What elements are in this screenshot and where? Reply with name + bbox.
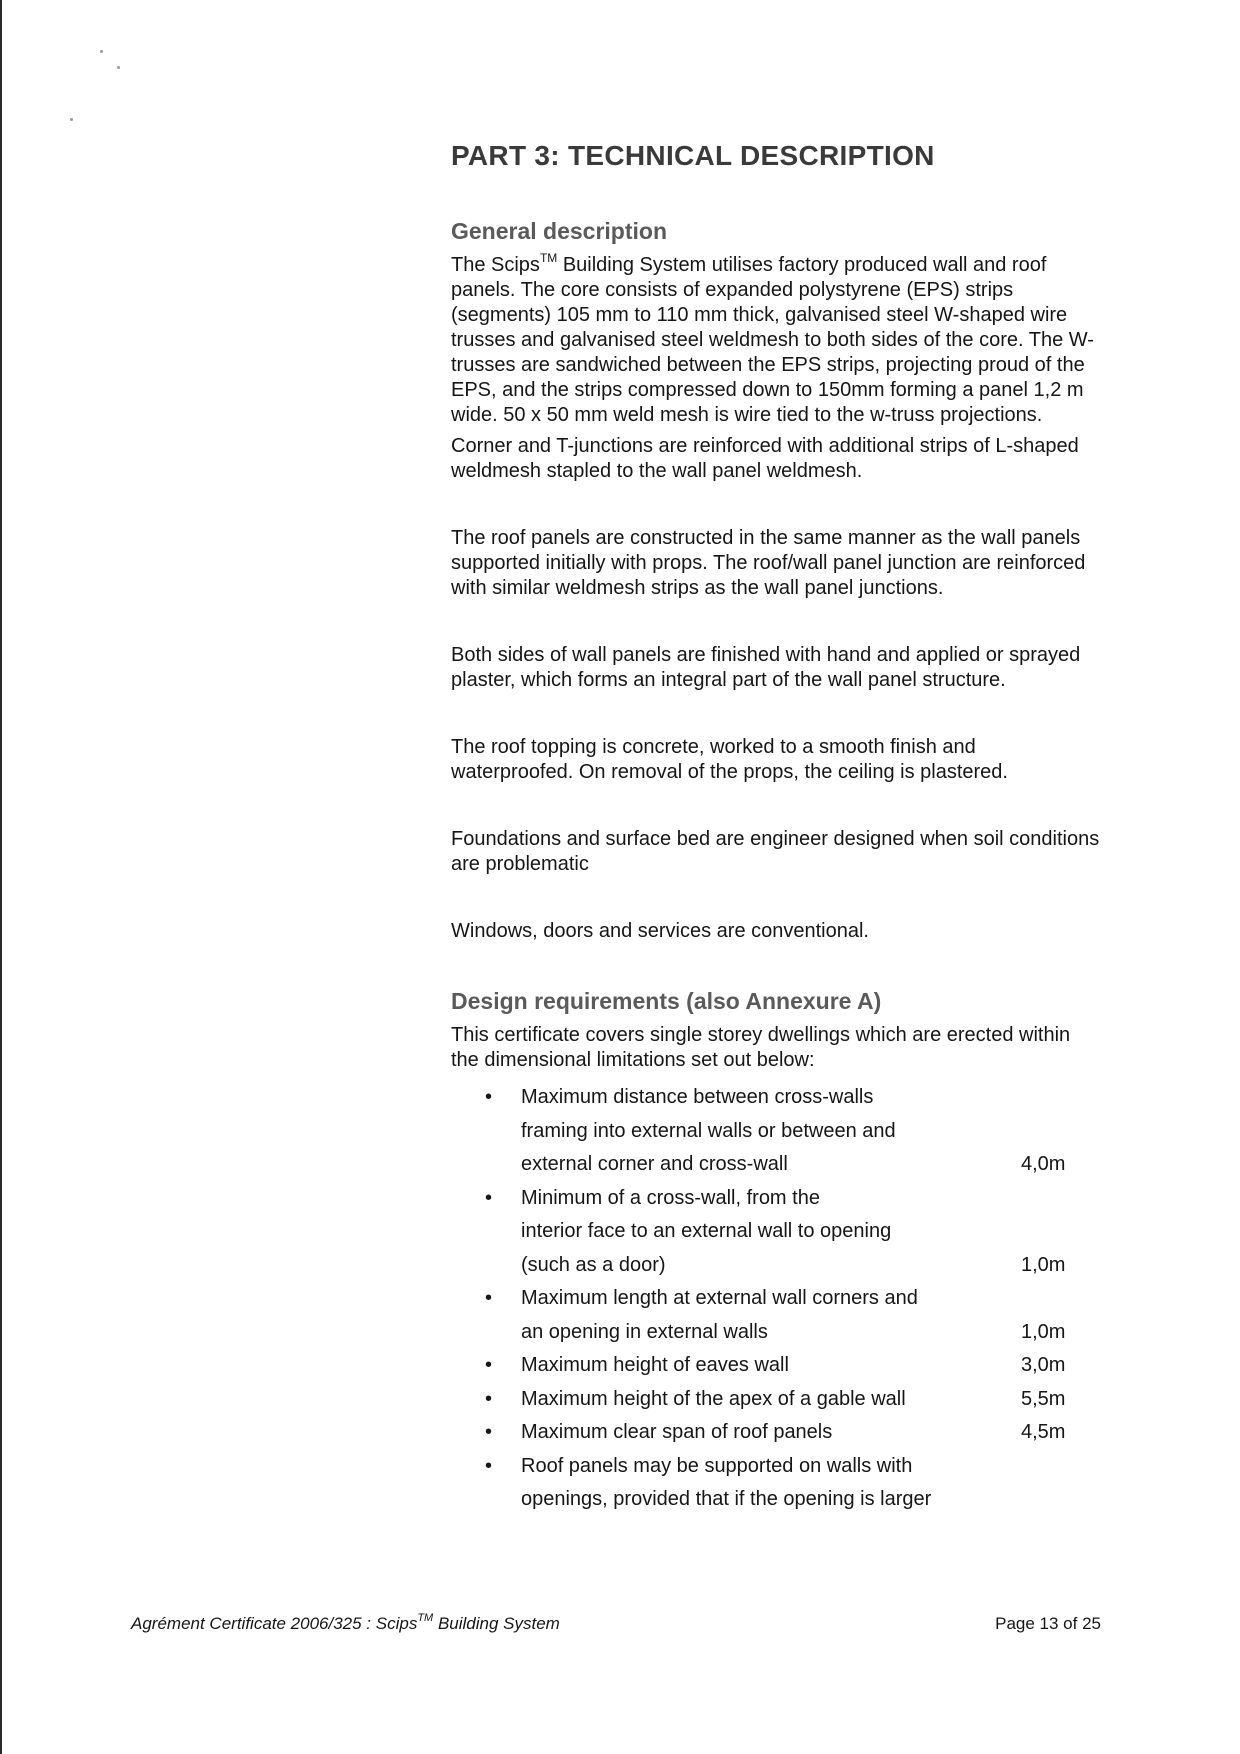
general-paragraph-7: Windows, doors and services are conventional.: [451, 920, 869, 942]
design-requirements-heading: Design requirements (also Annexure A): [451, 988, 882, 1014]
trademark-mark: TM: [539, 251, 558, 265]
general-paragraph-4: Both sides of wall panels are finished with hand and applied or sprayed plaster, which forms an integral part of the wall panel structure.: [451, 644, 1081, 691]
requirement-text: Roof panels may be supported on walls with: [521, 1454, 913, 1477]
requirement-item: [451, 1081, 1081, 1182]
requirement-text: Minimum of a cross-wall, from the: [521, 1186, 820, 1209]
requirement-value: 1,0m: [1021, 1320, 1066, 1343]
requirement-item: [451, 1349, 1081, 1383]
general-description-heading: General description: [451, 218, 668, 244]
general-paragraph-6: Foundations and surface bed are engineer designed when soil conditions are problematic: [451, 828, 1100, 875]
requirement-item: [451, 1282, 1081, 1349]
requirement-text: Maximum clear span of roof panels: [521, 1421, 833, 1443]
requirement-text: an opening in external walls: [521, 1320, 768, 1343]
page-number: Page 13 of 25: [995, 1614, 1101, 1633]
requirement-value: 1,0m: [1021, 1253, 1066, 1276]
bullet-icon: •: [485, 1454, 493, 1477]
requirement-value: 4,5m: [1021, 1421, 1066, 1443]
requirement-item: [451, 1383, 1081, 1417]
scan-speck: [117, 66, 120, 69]
general-paragraph-1: [451, 253, 1101, 428]
scan-page-edge: [0, 0, 2, 1754]
text-run: Agrément Certificate 2006/325 : Scips: [131, 1614, 418, 1633]
text-run: Building System: [433, 1614, 560, 1633]
bullet-icon: •: [485, 1287, 493, 1309]
requirement-value: 4,0m: [1021, 1153, 1066, 1175]
page-content: [451, 140, 1101, 1517]
trademark-mark: TM: [417, 1612, 434, 1624]
requirement-text: Maximum length at external wall corners and: [521, 1287, 918, 1309]
bullet-icon: •: [485, 1387, 493, 1410]
scan-speck: [70, 118, 73, 121]
requirements-list: [451, 1081, 1101, 1517]
general-paragraph-5: The roof topping is concrete, worked to a smooth finish and waterproofed. On removal of the props, the ceiling is plastered.: [451, 736, 1008, 783]
requirement-item: [451, 1450, 1081, 1517]
design-intro: This certificate covers single storey dwellings which are erected within the dimensional limitations set out below:: [451, 1024, 1071, 1071]
scan-speck: [100, 50, 103, 53]
bullet-icon: •: [485, 1186, 493, 1209]
requirement-text: framing into external walls or between and: [521, 1119, 896, 1142]
requirement-text: Maximum height of the apex of a gable wall: [521, 1387, 906, 1410]
requirement-text: (such as a door): [521, 1253, 666, 1276]
requirement-value: 5,5m: [1021, 1387, 1066, 1410]
requirement-value: 3,0m: [1021, 1354, 1066, 1376]
requirement-text: interior face to an external wall to opening: [521, 1220, 892, 1242]
bullet-icon: •: [485, 1354, 493, 1376]
bullet-icon: •: [485, 1086, 493, 1108]
text-run: Building System utilises factory produced wall and roof panels. The core consists of expanded polystyrene (EPS) strips (segments) 105 mm to 110 mm thick, galvanised steel W-shaped wire trusses and galvanised steel weldmesh to both sides of the core. The W-trusses are sandwiched between the EPS strips, projecting proud of the EPS, and the strips compressed down to 150mm forming a panel 1,2 m wide. 50 x 50 mm weld mesh is wire tied to the w-truss projections.: [451, 254, 1094, 426]
requirement-text: Maximum height of eaves wall: [521, 1354, 789, 1376]
requirement-text: openings, provided that if the opening is larger: [521, 1488, 932, 1510]
page-title: PART 3: TECHNICAL DESCRIPTION: [451, 140, 935, 171]
requirement-item: [451, 1182, 1081, 1283]
text-run: The Scips: [451, 254, 540, 276]
general-paragraph-2: Corner and T-junctions are reinforced with additional strips of L-shaped weldmesh stapled to the wall panel weldmesh.: [451, 435, 1079, 482]
footer-certificate: [131, 1614, 560, 1634]
requirement-text: Maximum distance between cross-walls: [521, 1086, 874, 1108]
general-paragraph-3: The roof panels are constructed in the same manner as the wall panels supported initially with props. The roof/wall panel junction are reinforced with similar weldmesh strips as the wall panel junctions.: [451, 527, 1086, 599]
requirement-item: [451, 1416, 1081, 1450]
requirement-text: external corner and cross-wall: [521, 1153, 788, 1175]
bullet-icon: •: [485, 1421, 493, 1443]
